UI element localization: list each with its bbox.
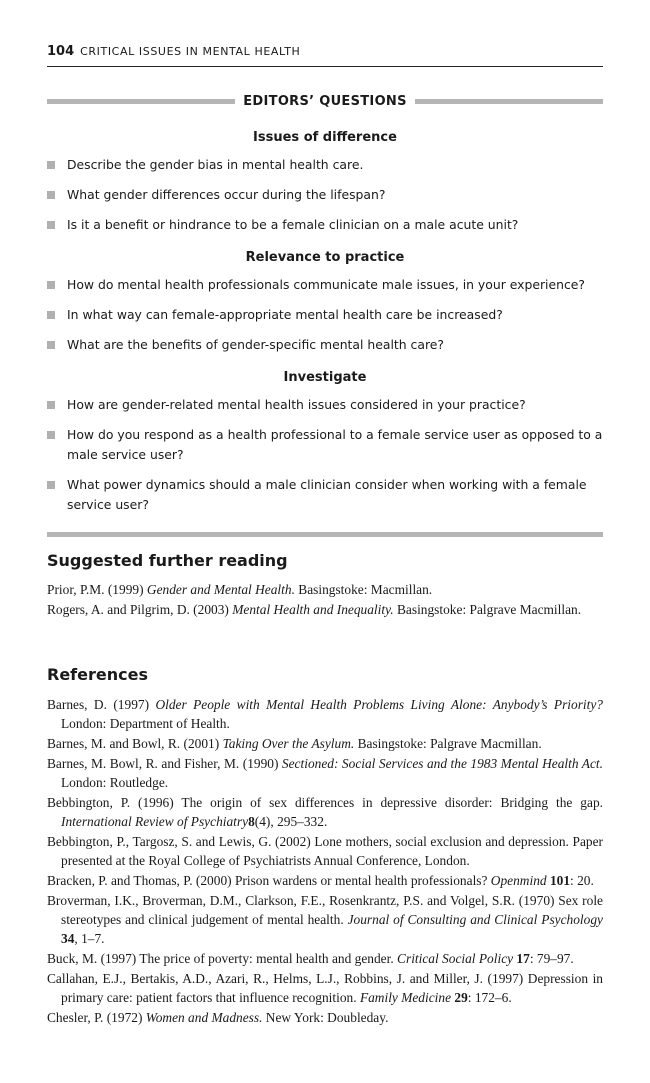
reading-entry: Rogers, A. and Pilgrim, D. (2003) Mental Health and Inequality. Basingstoke: Palgrave Macmillan. [47,602,582,617]
question-text: How do mental health professionals communicate male issues, in your experience? [67,277,585,292]
reference-entry: Barnes, M. Bowl, R. and Fisher, M. (1990) Sectioned: Social Services and the 1983 Mental Health Act. London: Routledge. [47,756,603,790]
square-bullet-icon [47,431,55,439]
box-section [47,125,603,235]
box-section [47,245,603,355]
reference-entry: Bebbington, P., Targosz, S. and Lewis, G. (2002) Lone mothers, social exclusion and depression. Paper presented at the Royal College of Psychiatrists Annual Conference, London. [47,834,603,868]
editors-questions-title-row [47,92,603,110]
box-bottom-rule [47,532,603,537]
header-rule [47,66,603,67]
reference-entry: Barnes, M. and Bowl, R. (2001) Taking Over the Asylum. Basingstoke: Palgrave Macmillan. [47,736,542,751]
reference-entry: Bracken, P. and Thomas, P. (2000) Prison wardens or mental health professionals? Openmind 101: 20. [47,873,594,888]
reference-entry: Callahan, E.J., Bertakis, A.D., Azari, R., Helms, L.J., Robbins, J. and Miller, J. (1997) Depression in primary care: patient factors that influence recognition. Family Medicine 29: 172–6. [47,971,603,1005]
page-number: 104 [47,44,75,59]
square-bullet-icon [47,401,55,409]
references-list [47,695,603,1028]
question-item [47,425,603,465]
references-heading: References [47,665,148,684]
square-bullet-icon [47,281,55,289]
reference-entry: Bebbington, P. (1996) The origin of sex differences in depressive disorder: Bridging the gap. International Review of Psychiatry8(4), 295–332. [47,795,603,829]
question-item [47,395,603,415]
running-head-title: CRITICAL ISSUES IN MENTAL HEALTH [80,45,301,58]
square-bullet-icon [47,311,55,319]
question-text: In what way can female-appropriate mental health care be increased? [67,307,503,322]
further-reading-heading: Suggested further reading [47,551,288,570]
question-item [47,185,603,205]
square-bullet-icon [47,161,55,169]
reference-entry: Broverman, I.K., Broverman, D.M., Clarkson, F.E., Rosenkrantz, P.S. and Volgel, S.R. (1970) Sex role stereotypes and clinical judgement of mental health. Journal of Consulting and Clinical Psychology 34, 1–7. [47,893,603,946]
title-bar-right [415,99,603,104]
question-text: How do you respond as a health professional to a female service user as opposed to a male service user? [67,427,603,462]
running-head [47,44,603,59]
section-heading: Relevance to practice [245,250,405,265]
question-item [47,155,603,175]
reference-entry: Barnes, D. (1997) Older People with Mental Health Problems Living Alone: Anybody’s Priority? London: Department of Health. [47,697,603,731]
box-section [47,365,603,515]
reading-entry: Prior, P.M. (1999) Gender and Mental Health. Basingstoke: Macmillan. [47,582,433,597]
reference-entry: Buck, M. (1997) The price of poverty: mental health and gender. Critical Social Policy 17: 79–97. [47,951,574,966]
square-bullet-icon [47,481,55,489]
question-item [47,215,603,235]
question-text: What gender differences occur during the lifespan? [67,187,386,202]
section-heading: Issues of difference [253,130,397,145]
question-text: What power dynamics should a male clinician consider when working with a female service user? [67,477,587,512]
title-bar-left [47,99,235,104]
question-item [47,275,603,295]
question-text: How are gender-related mental health issues considered in your practice? [67,397,526,412]
question-item [47,305,603,325]
editors-questions-title: EDITORS’ QUESTIONS [243,93,407,109]
further-reading-list [47,580,603,620]
square-bullet-icon [47,191,55,199]
editors-questions-box [47,125,603,525]
question-text: What are the benefits of gender-specific mental health care? [67,337,444,352]
question-item [47,475,603,515]
square-bullet-icon [47,341,55,349]
question-item [47,335,603,355]
question-text: Is it a benefit or hindrance to be a female clinician on a male acute unit? [67,217,519,232]
reference-entry: Chesler, P. (1972) Women and Madness. New York: Doubleday. [47,1010,389,1025]
square-bullet-icon [47,221,55,229]
section-heading: Investigate [283,370,367,385]
question-text: Describe the gender bias in mental health care. [67,157,364,172]
